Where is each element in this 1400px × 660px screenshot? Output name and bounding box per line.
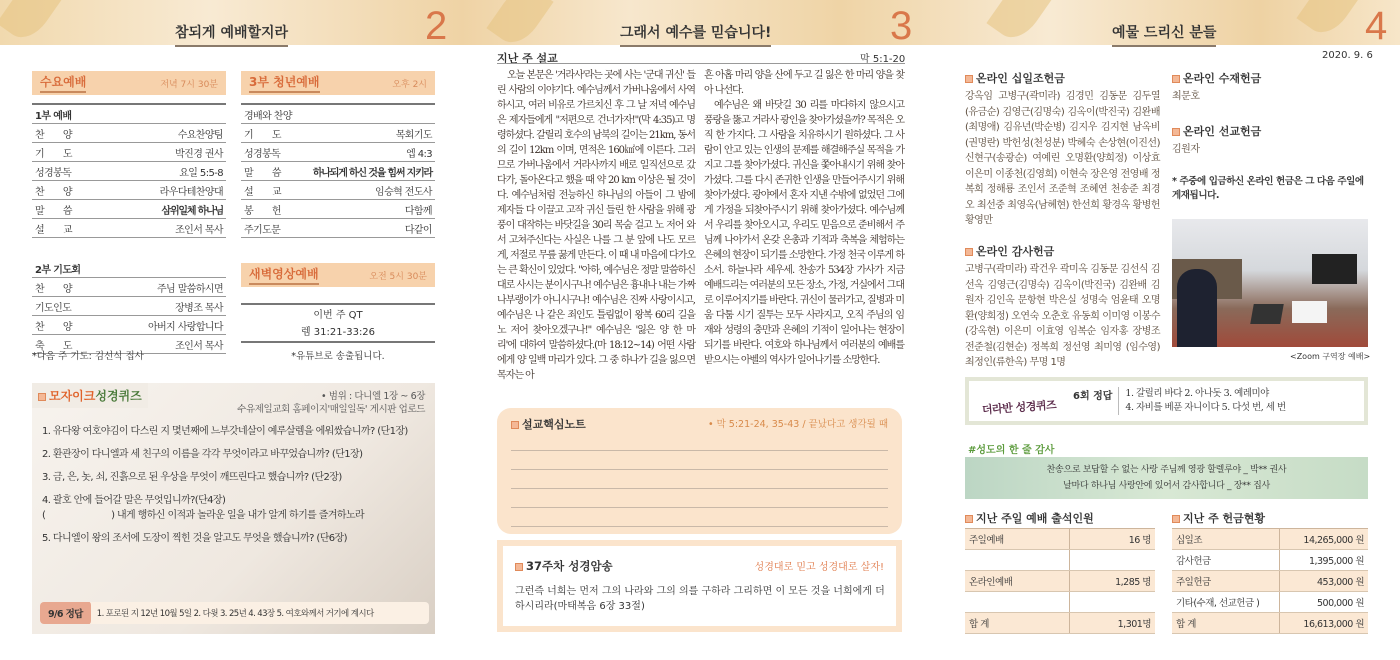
wednesday-table: [32, 103, 226, 354]
page2-number: 2: [425, 4, 448, 48]
page2-title: 참되게 예배할지라: [175, 22, 288, 47]
relief-section: [1172, 70, 1368, 203]
divider: [497, 63, 905, 64]
row-value: 수요찬양팀: [177, 129, 223, 141]
quiz-question: 1. 유다왕 여호야김이 다스린 지 몇년째에 느부갓네살이 예루살렘을 에워쌌습니까? (단1장): [42, 426, 408, 437]
youth-table: [241, 103, 435, 238]
quiz-question: 2. 환관장이 다니엘과 세 친구의 이름을 각각 무엇이라고 바꾸었습니까? (단1장): [42, 449, 363, 460]
quiz-question: 3. 금, 은, 놋, 쇠, 진흙으로 된 우상을 무엇이 깨뜨린다고 했습니까? (단2장): [42, 472, 342, 483]
row-value: 1,301명: [1117, 619, 1151, 630]
youth-head: [241, 105, 435, 124]
row-label: 온라인예배: [965, 571, 1070, 591]
square-bullet-icon: [965, 248, 973, 256]
zoom-meeting-photo: [1172, 219, 1368, 347]
finance-table: [1172, 528, 1368, 634]
memory-verse-box: [497, 540, 902, 632]
memory-header: [515, 558, 884, 574]
square-bullet-icon: [965, 75, 973, 83]
sermon-label: 지난 주 설교: [497, 52, 558, 65]
quiz-info: [237, 390, 425, 416]
dawn-time: 오전 5시 30분: [369, 271, 427, 282]
gratitude-title: #성도의 한 줄 감사: [968, 445, 1055, 456]
part1-rows: [32, 124, 226, 238]
answer-text: 1. 포로된 지 12년 10월 5일 2. 다윗 3. 25년 4. 43장 5. 여호와께서 거기에 계시다: [96, 609, 374, 619]
row-label: 주기도문: [244, 224, 281, 236]
row-value: 453,000 원: [1317, 577, 1364, 588]
table-row: [32, 297, 226, 316]
table-row: [32, 200, 226, 219]
quiz-question-4-line2: ( ) 내게 행하신 이적과 놀라운 일을 내가 알게 하기를 즐겨하노라: [42, 510, 365, 521]
part2-label: 2부 기도회: [35, 264, 81, 276]
row-value: 박진경 권사: [175, 148, 223, 160]
quiz6-answers: [965, 377, 1368, 425]
sermon-paragraph: 예수님은 왜 바닷길 30 리를 마다하지 않으시고 풍랑을 뚫고 거라사 광인을 찾아가셨을까? 목적은 오직 한 가지다. 그 사람을 치유하시기 원하셨다. 그 사람이 안고 있는 인생의 문제를 해결해주실 목적을 가지고 그를 찾아가셨다. 귀신을 쫓아내시기 위해 찾아가셨다. 그를 다시 존귀한 인생을 만들어주시기 위해 찾아가셨다. 광야에서 혼자 지낸 수밖에 없었던 그에게 가정을 되찾아주시기 위해 찾아가셨다. 예수님께서 우리를 찾아오시고, 우리도 믿음으로 준비해서 주님께 나아가서 온갖 은총과 기적과 축복을 체험하는 은혜의 현장이 되기를 소망한다. 가정 천국 이루게 하소서. 하늘나라 세우세. 찬송가 534장 가사가 지금 예배드리는 여러분의 모든 장소, 가정, 거실에서 그대로 이루어지기를 바란다. 귀신이 물러가고, 질병과 미움 다툼 시기 질투는 모두 사라지고, 오직 주님의 임재와 성령의 충만과 은혜의 기적이 일어나는 현장이 되기를 바란다. 여호와 하나님께서 여러분의 예배를 받으시는 아벨의 역사가 일어나기를 소망한다.: [704, 100, 904, 366]
row-label: 기타(수재, 선교헌금 ): [1172, 592, 1280, 612]
table-row: [241, 200, 435, 219]
youth-time: 오후 2시: [392, 79, 427, 90]
table-row: [32, 316, 226, 335]
table-row: [241, 162, 435, 181]
quiz-title: [32, 383, 148, 408]
memory-title: 37주차 성경암송: [526, 559, 613, 573]
square-bullet-icon: [515, 563, 523, 571]
row-label: 기 도: [244, 129, 281, 141]
row-value: 주님 말씀하시면: [157, 283, 223, 295]
bulletin-date: 2020. 9. 6: [1322, 50, 1373, 61]
note-line[interactable]: [511, 432, 888, 451]
qt-box: [241, 303, 435, 343]
row-value: 500,000 원: [1317, 598, 1364, 609]
page3-title: 그래서 예수를 믿습니다!: [620, 22, 771, 47]
quiz-question: 5. 다니엘이 왕의 조서에 도장이 찍힌 것을 알고도 무엇을 했습니까? (단6장): [42, 533, 347, 544]
mosaic-quiz: [32, 383, 435, 634]
row-value: 조인서 목사: [175, 340, 223, 352]
row-label: 찬 양: [35, 186, 72, 198]
row-label: 찬 양: [35, 321, 72, 333]
tithe-names: 강옥임 고병구(곽미라) 김경민 김동문 김두열 (유금순) 김영근(김명숙) 김옥이(박진국) 김완배 (최명애) 김유년(박순병) 김지우 김지현 남옥비 (권명란) 박헌성(천성분) 박혜숙 손상현(이진선) 신현구(송광순) 여예린 오명환(양희정) 이상효 이은미 이종천(김영희) 이현숙 장은영 전영배 정복희 정해룡 조인서 조준혁 조혜연 천송준 최경오 최선중 최영옥(남혜현) 한선희 황경옥 황병헌 황영만: [965, 91, 1160, 226]
table-row: [241, 124, 435, 143]
table-row: [1172, 550, 1368, 571]
row-label: 말 씀: [244, 167, 281, 179]
offering-notice: * 주중에 입금하신 온라인 헌금은 그 다음 주일에 게재됩니다.: [1172, 176, 1364, 201]
table-row: [965, 529, 1155, 550]
tithe-section: [965, 70, 1160, 229]
quiz6-line: 1. 갈릴리 바다 2. 아나돗 3. 예레미야: [1125, 388, 1269, 399]
attendance-title: 지난 주일 예배 출석인원: [976, 512, 1094, 525]
daraban-quiz-logo: 더라반 성경퀴즈: [981, 398, 1057, 417]
youtube-note: *유튜브로 송출됩니다.: [291, 351, 385, 362]
youth-title: 3부 청년예배: [249, 73, 320, 93]
row-value: 요일 5:5-8: [179, 167, 223, 179]
table-row: [32, 278, 226, 297]
table-row: [965, 592, 1155, 613]
table-row: [32, 143, 226, 162]
table-row: [241, 219, 435, 238]
row-value: 임승혁 전도사: [375, 186, 432, 198]
quiz-range: • 범위 : 다니엘 1장 ~ 6장: [320, 391, 425, 402]
row-label: 찬 양: [35, 129, 72, 141]
gratitude-line: 날마다 하나님 사랑안에 있어서 감사합니다 _ 장** 집사: [1063, 481, 1270, 491]
quiz-questions: [32, 424, 435, 546]
notes-title: 설교핵심노트: [522, 418, 586, 431]
row-value: 조인서 목사: [175, 224, 223, 236]
leaf-decoration: [986, 0, 1053, 46]
table-row: [965, 613, 1155, 634]
notes-reference: • 막 5:21-24, 35-43 / 끝났다고 생각될 때: [707, 419, 888, 430]
row-label: [965, 550, 1070, 570]
table-row: [241, 181, 435, 200]
relief-title: 온라인 수재헌금: [1183, 72, 1262, 85]
quiz-title-a: 모자이크: [49, 389, 96, 403]
youth-header: [241, 71, 435, 95]
row-value: 아버지 사랑합니다: [147, 321, 223, 333]
quiz6-label: 6회 정답: [1073, 390, 1113, 402]
row-value: 목회기도: [395, 129, 432, 141]
quiz6-lines: [1118, 387, 1285, 415]
row-label: 합 계: [1172, 613, 1280, 633]
quiz-title-b: 성경퀴즈: [95, 389, 142, 403]
youth-head-label: 경배와 찬양: [244, 110, 292, 122]
youth-rows: [241, 124, 435, 238]
qt-label: 이번 주 QT: [313, 310, 363, 321]
table-row: [32, 124, 226, 143]
quiz-answers: [40, 602, 429, 624]
row-value: 16,613,000 원: [1303, 619, 1364, 630]
row-value: 엡 4:3: [406, 148, 432, 160]
table-row: [32, 162, 226, 181]
row-value: 1,285 명: [1115, 577, 1151, 588]
square-bullet-icon: [1172, 128, 1180, 136]
row-label: 설 교: [244, 186, 281, 198]
row-label: 봉 헌: [244, 205, 281, 217]
gratitude-line: 찬송으로 보답할 수 없는 사랑 주님께 영광 할렐루야 _ 박** 권사: [1046, 465, 1287, 475]
attendance-table: [965, 528, 1155, 634]
wednesday-header: [32, 71, 226, 95]
row-label: 기 도: [35, 148, 72, 160]
sermon-paragraph: 흔 아홉 마리 양을 산에 두고 길 잃은 한 마리 양을 찾아 나선다.: [704, 70, 904, 96]
thanks-title: 온라인 감사헌금: [976, 245, 1055, 258]
row-label: 감사헌금: [1172, 550, 1280, 570]
quiz-upload: 수유제일교회 홈페이지'매일일독' 게시판 업로드: [237, 404, 425, 415]
row-label: 합 계: [965, 613, 1070, 633]
leaf-decoration: [1296, 0, 1363, 41]
notes-header: [511, 416, 888, 432]
row-label: [965, 592, 1070, 612]
finance-heading: [1172, 510, 1265, 526]
thanks-names: 고병구(곽미라) 곽건우 곽미옥 김동문 김선식 김선옥 김영근(김명숙) 김옥이(박진국) 김완배 김원자 김인옥 문항현 박은실 성명숙 엄윤태 오명환(양희정) 오연숙 오춘호 유동희 이미영 이봉수(강옥현) 이은미 이효영 임복순 임자홍 장병조 전준철(김현순) 정복희 정선영 최미영 (임수영) 최정인(류한옥) 무명 1명: [965, 264, 1160, 368]
relief-names: 최문호: [1172, 91, 1200, 102]
square-bullet-icon: [38, 393, 46, 401]
note-line[interactable]: [511, 470, 888, 489]
page3-number: 3: [890, 4, 913, 48]
row-label: 주일헌금: [1172, 571, 1280, 591]
wednesday-time: 저녁 7시 30분: [160, 79, 218, 90]
part2-heading: [32, 259, 226, 278]
row-label: 성경봉독: [244, 148, 281, 160]
row-value: 다같이: [404, 224, 432, 236]
square-bullet-icon: [511, 421, 519, 429]
table-row: [965, 550, 1155, 571]
qt-reference: 렘 31:21-33:26: [300, 327, 376, 338]
row-label: 찬 양: [35, 283, 72, 295]
sermon-column-1: 오늘 본문은 '거라사'라는 곳에 사는 '군대 귀신' 들린 사람의 이야기다. 예수님께서 가버나움에서 사역하시고, 여러 비유로 가르치신 후 그 날 저녁 예수님은 제자들에게 "저편으로 건너가자!"(막 4:35)고 명령하셨다. 갈릴리 호수의 남북의 길이는 21km, 동서의 길이 12km 이며, 면적은 160㎢에 이른다. 그러므로 가버나움에서 거라사까지 배로 일직선으로 갔다가, 돌아온다고 했을 때 약 20 km 이상은 될 것이다. 예수님처럼 전능하신 하나님의 아들이 그 밤에 제자들 다 이끌고 고작 귀신 들린 한 사람을 위해 광풍이 대작하는 바닷길을 30리 목숨 걸고 노 저어 와서 고쳐주신다는 사실은 나를 그 분 앞에 나도 모르게, 저절로 무릎 꿇게 만든다. 이 때 내 마음에 다가오는 큰 확신이 있었다. "아하, 예수님은 정말 말씀하신 대로 사시는 분이시구나! 예수님은 흉내나 내는 가짜 나부랭이가 아니시구나! 예수님은 진짜 사랑이시고, 예수님은 나 같은 죄인도 틀림없이 왕복 60리 길을 노 저어 찾아오겠구나!" 예수님은 '잃은 양 한 마리'에 대하여 말씀하셨다.(마 18:12~14) 어떤 사람에게 양 일백 마리가 있다. 그 중 하나가 길을 잃으면 목자는 아: [497, 70, 695, 381]
next-prayer-note: *다음 주 기도: 김선식 집사: [32, 351, 144, 362]
row-label: 기도인도: [35, 302, 72, 314]
page4-number: 4: [1365, 4, 1388, 48]
mission-title: 온라인 선교헌금: [1183, 124, 1262, 138]
note-line[interactable]: [511, 508, 888, 527]
table-row: [32, 219, 226, 238]
row-value: 16 명: [1128, 535, 1151, 546]
answer-label: 9/6 정답: [40, 602, 91, 624]
part2-rows: [32, 278, 226, 354]
dawn-title: 새벽영상예배: [249, 265, 319, 285]
row-label: 설 교: [35, 224, 72, 236]
leaf-decoration: [486, 0, 553, 51]
mission-names: 김원자: [1172, 143, 1200, 155]
table-row: [32, 181, 226, 200]
photo-caption: <Zoom 구역장 예배>: [1290, 352, 1371, 361]
row-value: 삼위일체 하나님: [161, 205, 223, 217]
table-row: [1172, 613, 1368, 634]
wednesday-title: 수요예배: [40, 73, 86, 93]
row-value: 14,265,000 원: [1303, 535, 1364, 546]
sermon-notes-box: [497, 408, 902, 534]
row-label: 성경봉독: [35, 167, 72, 179]
attendance-heading: [965, 510, 1094, 526]
row-label: 말 씀: [35, 205, 72, 217]
memory-slogan: 성경대로 믿고 성경대로 살자!: [754, 562, 884, 573]
square-bullet-icon: [1172, 515, 1180, 523]
square-bullet-icon: [965, 515, 973, 523]
table-row: [965, 571, 1155, 592]
quiz-question: 4. 괄호 안에 들어갈 말은 무엇입니까?(단4장): [42, 495, 226, 506]
quiz6-line: 4. 자비를 베푼 자니이다 5. 다섯 번, 세 번: [1125, 402, 1286, 413]
tithe-title: 온라인 십일조헌금: [976, 72, 1065, 85]
row-label: 축 도: [35, 340, 72, 352]
table-row: [1172, 529, 1368, 550]
thanks-section: [965, 243, 1160, 371]
row-value: 장병조 목사: [175, 302, 223, 314]
row-label: 주일예배: [965, 529, 1070, 549]
table-row: [1172, 571, 1368, 592]
page4-title: 예물 드리신 분들: [1112, 22, 1216, 47]
sermon-column-2: [704, 68, 904, 368]
square-bullet-icon: [1172, 75, 1180, 83]
row-value: 1,395,000 원: [1308, 556, 1364, 567]
memory-verse: 그런즉 너희는 먼저 그의 나라와 그의 의를 구하라 그리하면 이 모든 것을 너희에게 더하시리라(마태복음 6장 33절): [515, 586, 885, 612]
row-value: 다함께: [404, 205, 432, 217]
row-label: 십일조: [1172, 529, 1280, 549]
finance-title: 지난 주 헌금현황: [1183, 512, 1266, 525]
leaf-decoration: [0, 0, 64, 46]
row-value: 라우다테찬양대: [159, 186, 223, 198]
sermon-reference: 막 5:1-20: [860, 54, 906, 65]
note-line[interactable]: [511, 489, 888, 508]
dawn-header: [241, 263, 435, 287]
row-value: 하나되게 하신 것을 힘써 지키라: [312, 167, 432, 179]
part1-heading: [32, 105, 226, 124]
note-line[interactable]: [511, 451, 888, 470]
gratitude-box: [965, 457, 1368, 499]
table-row: [1172, 592, 1368, 613]
table-row: [241, 143, 435, 162]
part1-label: 1부 예배: [35, 110, 72, 122]
